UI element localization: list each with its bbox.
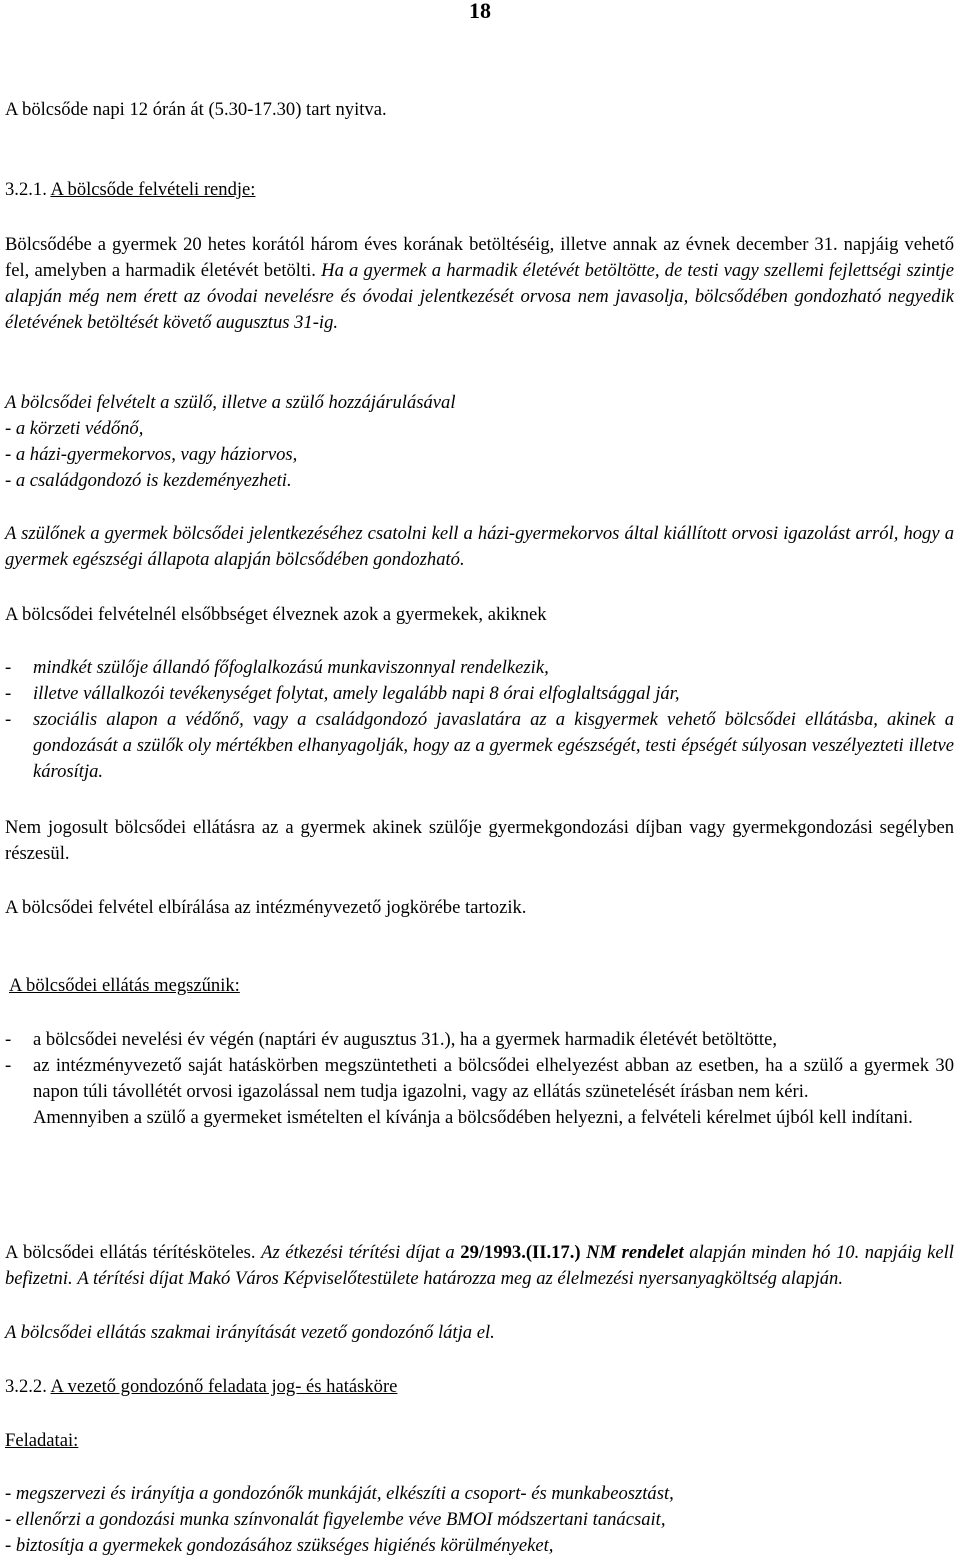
list-item: - szociális alapon a védőnő, vagy a családgondozó javaslatára az a kisgyermek vehető bölcsődei ellátásba, akinek a gondozását a szülők oly mértékben elhanyagolják, hogy az a gyermek egészségét, testi épségét súlyosan veszélyezteti illetve károsítja.	[5, 709, 954, 782]
section-3-2-1-heading	[5, 177, 954, 203]
initiators-block	[5, 390, 954, 494]
admission-age-text: Bölcsődébe a gyermek 20 hetes korától három éves korának betöltéséig, illetve annak az évnek december 31. napjáig vehető fel, amelyben a harmadik életévét betölti.	[5, 234, 954, 281]
fees-paragraph	[5, 1240, 954, 1292]
readmission-text: Amennyiben a szülő a gyermeket ismételten el kívánja a bölcsődében helyezni, a felvételi kérelmet újból kell indítani.	[33, 1107, 913, 1128]
priority-intro: A bölcsődei felvételnél elsőbbséget élveznek azok a gyermekek, akiknek	[5, 604, 547, 625]
fees-meal-text: Az étkezési térítési díjat a	[261, 1242, 455, 1263]
section-title: A bölcsőde felvételi rendje:	[50, 179, 256, 200]
page-number: 18	[469, 0, 491, 23]
decision-paragraph: A bölcsődei felvétel elbírálása az intézményvezető jogkörébe tartozik.	[5, 897, 527, 918]
decree-label: NM rendelet	[586, 1242, 684, 1263]
priority-list	[5, 655, 954, 785]
fees-deadline: alapján minden hó 10. napjáig kell befizetni.	[5, 1242, 954, 1289]
section-number: 3.2.1.	[5, 179, 47, 200]
admission-extension-text: Ha a gyermek a harmadik életévét betöltötte, de testi vagy szellemi fejlettségi szintje alapján még nem érett az óvodai nevelésre és óvodai jelentkezését orvosa nem javasolja, bölcsődében gondozható negyedik életévének betöltését követő augusztus 31-ig.	[5, 260, 954, 333]
admission-paragraph	[5, 232, 954, 336]
list-item: - mindkét szülője állandó főfoglalkozású munkaviszonnyal rendelkezik,	[5, 657, 549, 678]
tasks-heading: Feladatai:	[5, 1430, 79, 1451]
tasks-list	[5, 1481, 954, 1559]
termination-heading: A bölcsődei ellátás megszűnik:	[9, 975, 240, 996]
list-item: - az intézményvezető saját hatáskörben megszüntetheti a bölcsődei elhelyezést abban az esetben, ha a szülő a gyermek 30 napon túli távollétét orvosi igazolással nem tudja igazolni, vagy az ellátás szünetelését írásban nem kéri.	[5, 1055, 954, 1102]
list-item: - biztosítja a gyermekek gondozásához szükséges higiénés körülményeket,	[5, 1535, 554, 1556]
medical-certificate-paragraph: A szülőnek a gyermek bölcsődei jelentkezéséhez csatolni kell a házi-gyermekorvos által kiállított orvosi igazolást arról, hogy a gyermek egészségi állapota alapján bölcsődében gondozható.	[5, 523, 954, 570]
initiator-item: - a családgondozó is kezdeményezheti.	[5, 470, 292, 491]
list-item: - megszervezi és irányítja a gondozónők munkáját, elkészíti a csoport- és munkabeosztást,	[5, 1483, 674, 1504]
opening-hours: A bölcsőde napi 12 órán át (5.30-17.30) tart nyitva.	[5, 99, 387, 120]
list-item: - illetve vállalkozói tevékenységet folytat, amely legalább napi 8 órai elfoglaltsággal jár,	[5, 683, 680, 704]
section-3-2-2-heading	[5, 1374, 954, 1400]
list-item: - a bölcsődei nevelési év végén (naptári év augusztus 31.), ha a gyermek harmadik életévét betöltötte,	[5, 1029, 777, 1050]
fees-obligation: A bölcsődei ellátás térítésköteles.	[5, 1242, 256, 1263]
fees-council: A térítési díjat Makó Város Képviselőtestülete határozza meg az élelmezési nyersanyagköltség alapján.	[77, 1268, 843, 1289]
section-title: A vezető gondozónő feladata jog- és hatásköre	[50, 1376, 398, 1397]
section-number: 3.2.2.	[5, 1376, 47, 1397]
supervision-paragraph: A bölcsődei ellátás szakmai irányítását vezető gondozónő látja el.	[5, 1322, 495, 1343]
initiator-item: - a házi-gyermekorvos, vagy háziorvos,	[5, 444, 298, 465]
list-item: - ellenőrzi a gondozási munka színvonalát figyelembe véve BMOI módszertani tanácsait,	[5, 1509, 666, 1530]
initiators-intro: A bölcsődei felvételt a szülő, illetve a szülő hozzájárulásával	[5, 392, 456, 413]
decree-number: 29/1993.(II.17.)	[460, 1242, 581, 1263]
initiator-item: - a körzeti védőnő,	[5, 418, 144, 439]
termination-list	[5, 1027, 954, 1131]
not-entitled-paragraph: Nem jogosult bölcsődei ellátásra az a gyermek akinek szülője gyermekgondozási díjban vagy gyermekgondozási segélyben részesül.	[5, 817, 954, 864]
